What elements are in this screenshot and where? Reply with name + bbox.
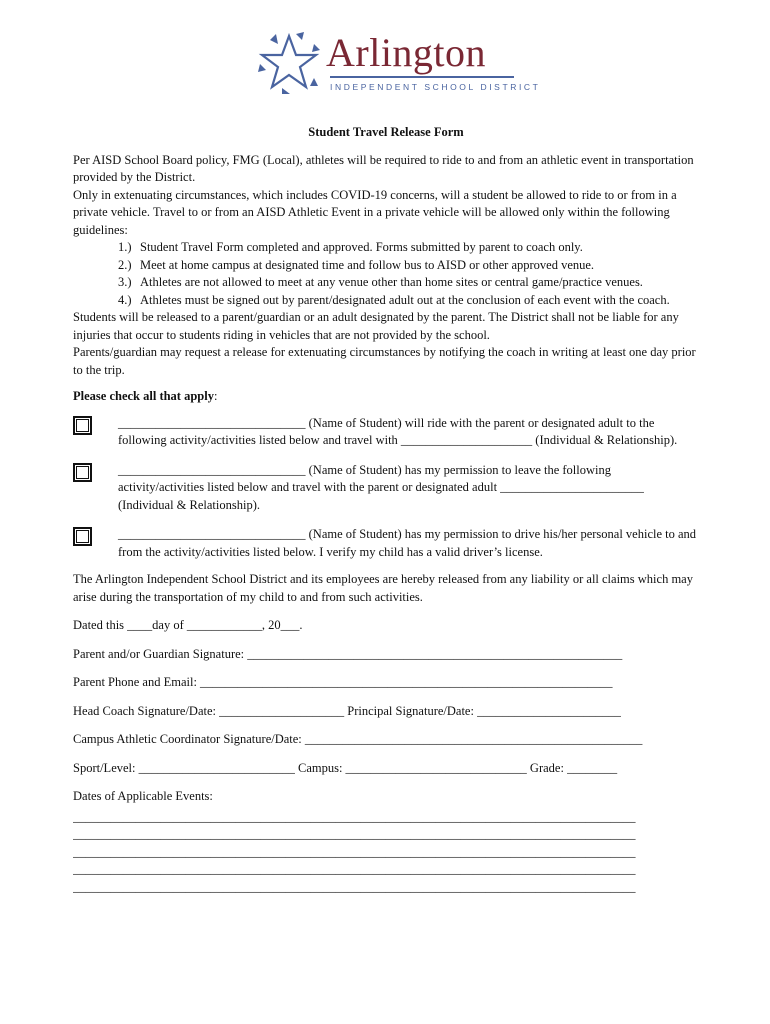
option-ride-with-parent xyxy=(73,415,699,450)
logo-wordmark: Arlington xyxy=(326,30,487,75)
liability-release: The Arlington Independent School District and its employees are hereby released from any liability or all claims which may arise during the transportation of my child to and from such activities. xyxy=(73,572,693,604)
list-item: 2.) Meet at home campus at designated time and follow bus to AISD or other approved venue. xyxy=(118,257,595,272)
list-item: 1.) Student Travel Form completed and approved. Forms submitted by parent to coach only. xyxy=(118,240,583,254)
phone-email-field[interactable]: Parent Phone and Email: __________________________________________________________________ xyxy=(73,675,613,689)
event-line[interactable]: __________________________________________________________________________________________ xyxy=(73,827,636,841)
guidelines-list xyxy=(73,239,699,309)
option-text: ______________________________ (Name of Student) has my permission to leave the following activity/activities listed below and travel with the parent or designated adult _______________________ (Individual & Relationship). xyxy=(118,462,644,512)
intro-policy: Per AISD School Board policy, FMG (Local), athletes will be required to ride to and from an athletic event in transportation provided by the District. xyxy=(73,152,694,184)
option-text: ______________________________ (Name of Student) has my permission to drive his/her personal vehicle to and from the activity/activities listed below. I verify my child has a valid driver’s license. xyxy=(118,527,697,559)
option-leave-activity xyxy=(73,462,699,515)
district-logo xyxy=(256,30,541,96)
list-item: 3.) Athletes are not allowed to meet at any venue other than home sites or central game/practice venues. xyxy=(118,275,643,289)
event-line[interactable]: __________________________________________________________________________________________ xyxy=(73,879,636,894)
event-line[interactable]: __________________________________________________________________________________________ xyxy=(73,809,636,824)
coach-principal-signature-field[interactable]: Head Coach Signature/Date: ____________________ Principal Signature/Date: _______________________ xyxy=(73,703,621,718)
star-logo-icon xyxy=(256,30,322,96)
event-line[interactable]: __________________________________________________________________________________________ xyxy=(73,862,636,876)
guardian-signature-field[interactable]: Parent and/or Guardian Signature: ____________________________________________________________ xyxy=(73,646,623,661)
list-item: 4.) Athletes must be signed out by parent/designated adult out at the conclusion of each event with the coach. xyxy=(118,292,670,307)
dated-field[interactable]: Dated this ____day of ____________, 20___. xyxy=(73,618,303,632)
coordinator-signature-field[interactable]: Campus Athletic Coordinator Signature/Date: ______________________________________________________ xyxy=(73,732,643,746)
intro-circumstances: Only in extenuating circumstances, which includes COVID-19 concerns, will a student be allowed to ride to or from in a private vehicle. Travel to or from an AISD Athletic Event in a private vehicle will be allowed only within the following guidelines: xyxy=(73,187,677,237)
event-dates-lines xyxy=(73,809,699,897)
events-label: Dates of Applicable Events: xyxy=(73,789,213,803)
logo-divider xyxy=(330,76,514,78)
event-line[interactable]: __________________________________________________________________________________________ xyxy=(73,844,636,859)
page-title: Student Travel Release Form xyxy=(308,125,464,139)
form-body xyxy=(73,124,699,896)
release-note: Students will be released to a parent/guardian or an adult designated by the parent. The District shall not be liable for any injuries that occur to students riding in vehicles that are not provided by the school. xyxy=(73,310,679,342)
logo-subtitle: INDEPENDENT SCHOOL DISTRICT xyxy=(330,82,541,92)
checkbox-ride-with-parent[interactable] xyxy=(73,416,92,435)
option-drive-self xyxy=(73,526,699,561)
option-text: ______________________________ (Name of Student) will ride with the parent or designated adult to the following activity/activities listed below and travel with _____________________ (Individual & Relationship). xyxy=(118,415,678,447)
sport-campus-grade-field[interactable]: Sport/Level: _________________________ Campus: _____________________________ Grade: ________ xyxy=(73,760,618,775)
checkbox-drive-self[interactable] xyxy=(73,527,92,546)
release-request-note: Parents/guardian may request a release for extenuating circumstances by notifying the coach in writing at least one day prior to the trip. xyxy=(73,345,696,377)
check-heading: Please check all that apply: xyxy=(73,389,218,403)
checkbox-leave-activity[interactable] xyxy=(73,463,92,482)
